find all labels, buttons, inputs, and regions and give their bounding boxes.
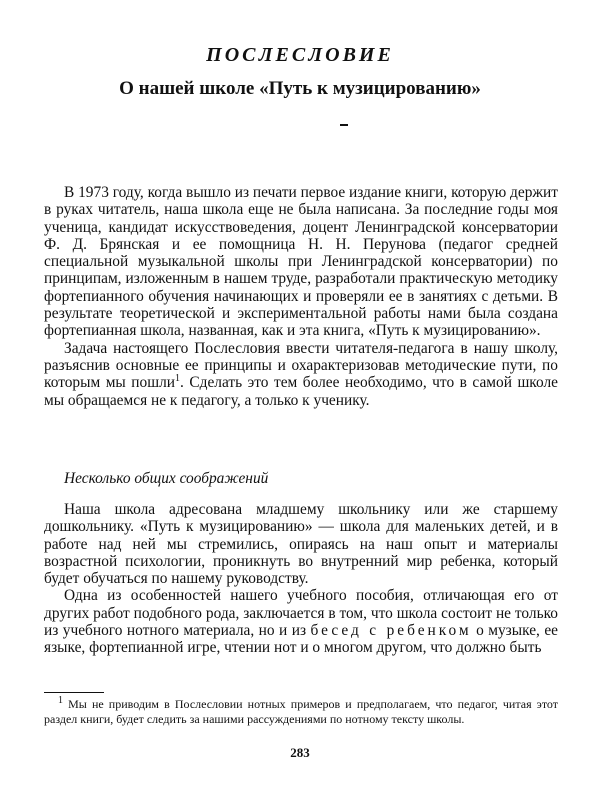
footnote-reference: 1 xyxy=(174,373,180,385)
section-paragraph-2 xyxy=(44,587,558,656)
intro-text xyxy=(44,184,558,409)
footnote-divider xyxy=(44,692,104,693)
intro-paragraph-2 xyxy=(44,340,558,409)
intro-paragraph-2-text-b: . Сделать это тем более необходимо, что в самой школе мы обращаемся не к педагогу, а только к ученику. xyxy=(44,374,559,409)
section-text xyxy=(44,501,558,657)
footnote xyxy=(44,697,558,726)
intro-paragraph-1: В 1973 году, когда вышло из печати первое издание книги, которую держит в руках читатель, наша школа еще не была написана. За последние годы моя ученица, кандидат искусствоведения, доцент Ленинградской консерватории Ф. Д. Брянская и ее помощница Н. Н. Перунова (педагог средней специальной музыкальной школы при Ленинградской консерватории) по принципам, изложенным в нашем труде, разработали практическую методику фортепианного обучения начинающих и проверяли ее в занятиях с детьми. В результате теоретической и экспериментальной работы нами была создана фортепианная школа, названная, как и эта книга, «Путь к музицированию». xyxy=(44,184,558,340)
section-heading: Несколько общих соображений xyxy=(64,470,269,487)
intro-paragraph-2-text-a: Задача настоящего Послесловия ввести читателя-педагога в нашу школу, разъяснив основные ее принципы и охарактеризовав методические пути, по которым мы пошли xyxy=(44,339,558,392)
section-paragraph-2-text-b: о музыке, ее языке, фортепианной игре, чтении нот и о многом другом, что должно быть xyxy=(44,622,558,657)
footnote-mark: 1 xyxy=(58,695,63,706)
chapter-subtitle: О нашей школе «Путь к музицированию» xyxy=(119,78,481,99)
page-number: 283 xyxy=(290,745,310,760)
section-paragraph-2-text-a: Одна из особенностей нашего учебного пособия, отличающая его от других работ подобного рода, заключается в том, что школа состоит не только из учебного нотного материала, но и из xyxy=(44,587,558,640)
decorative-dash xyxy=(340,124,348,126)
footnote-text: Мы не приводим в Послесловии нотных примеров и предполагаем, что педагог, читая этот раздел книги, будет следить за нашими рассуждениями по нотному тексту школы. xyxy=(44,697,559,726)
section-paragraph-1: Наша школа адресована младшему школьнику или же старшему дошкольнику. «Путь к музицированию» — школа для маленьких детей, и в работе над ней мы стремились, опираясь на наш опыт и материалы возрастной психологии, проникнуть во внутренний мир ребенка, который будет обучаться по нашему руководству. xyxy=(44,501,558,588)
page-title: ПОСЛЕСЛОВИЕ xyxy=(206,44,394,66)
spaced-emphasis: бесед с ребенком xyxy=(310,622,472,640)
